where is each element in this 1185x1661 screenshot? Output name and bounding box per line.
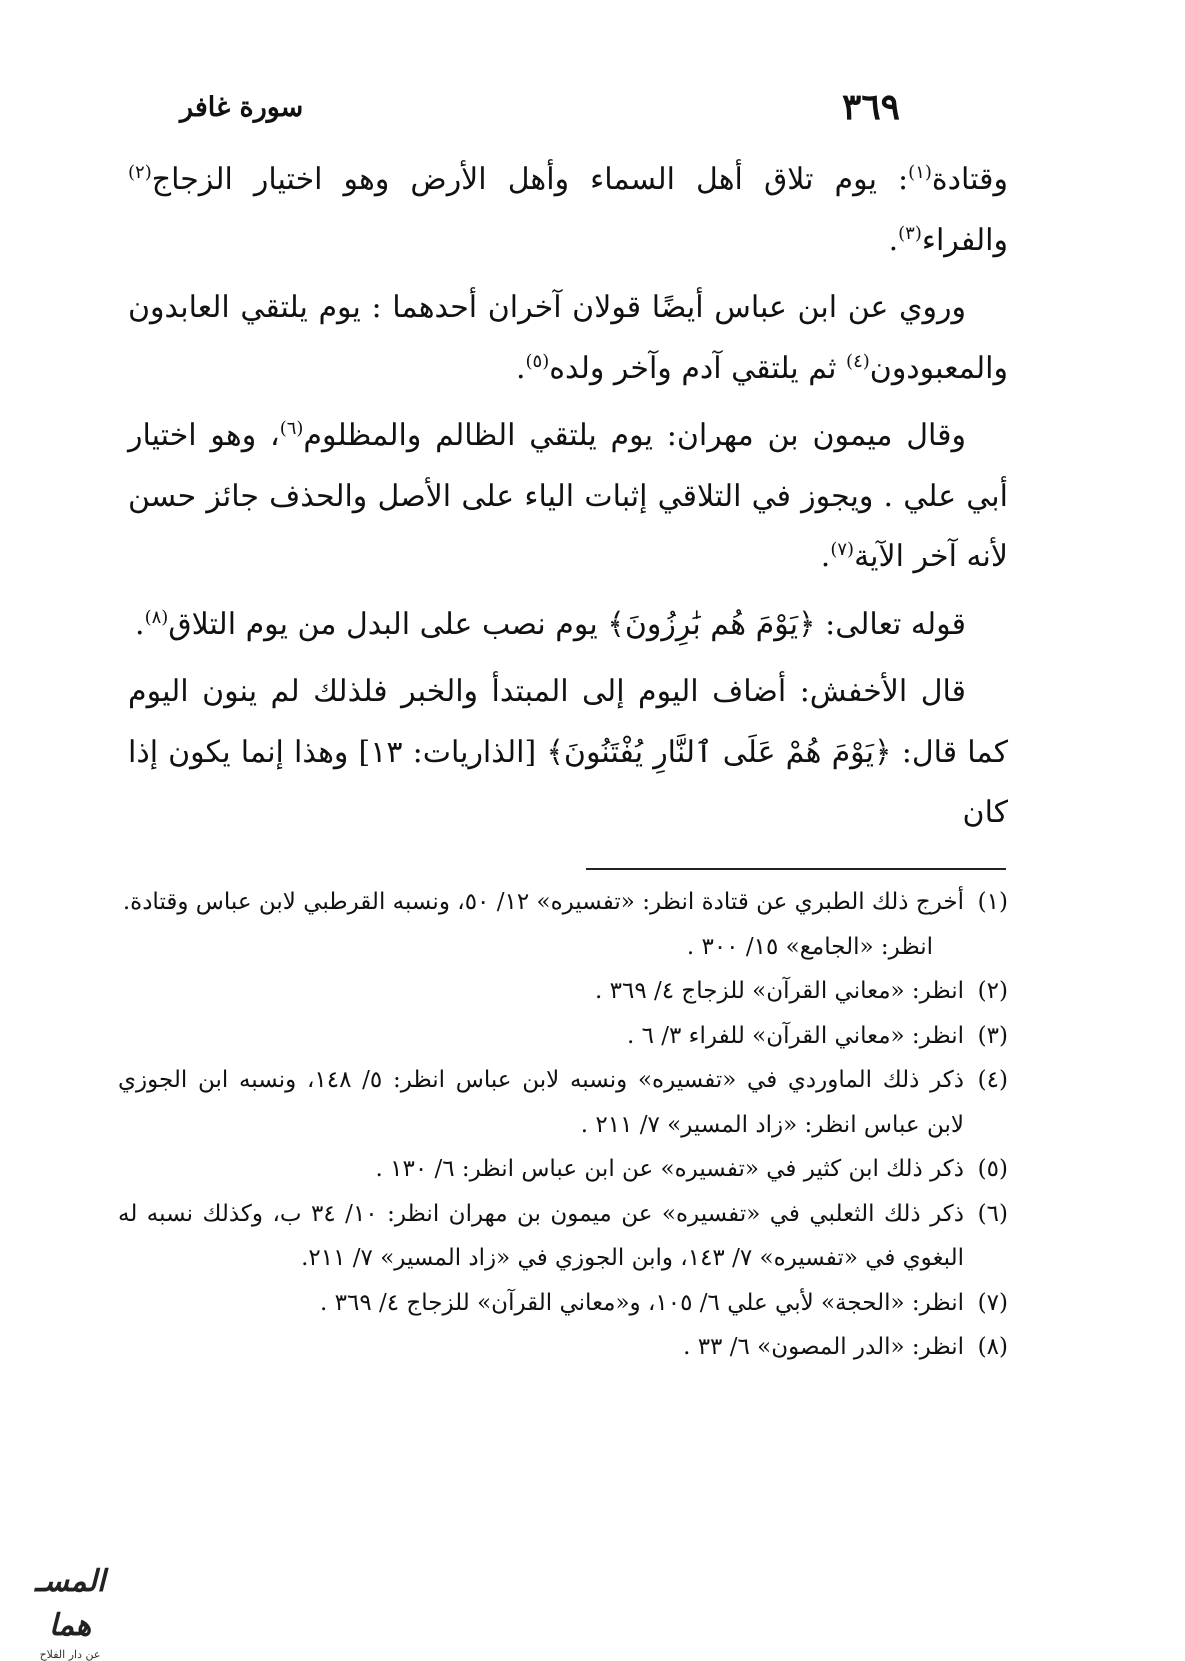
paragraph-2: وروي عن ابن عباس أيضًا قولان آخران أحدهما : يوم يلتقي العابدون والمعبودون$^{(٤)}$ ثم يلتقي آدم وآخر ولده$^{(٥)}$. bbox=[128, 290, 1008, 386]
footnote-ref-7: (٧) bbox=[830, 539, 855, 560]
paragraph-1: وقتادة$^{(١)}$: يوم تلاق أهل السماء وأهل الأرض وهو اختيار الزجاج$^{(٢)}$ والفراء$^{(٣)}$. bbox=[128, 162, 1008, 258]
paragraph-4: قوله تعالى: ﴿يَوْمَ هُم بَٰرِزُونَ﴾ يوم نصب على البدل من يوم التلاق$^{(٨)}$. bbox=[135, 606, 966, 642]
footnote-4: (٤) ذكر ذلك الماوردي في «تفسيره» ونسبه لابن عباس انظر: ٥/ ١٤٨، ونسبه ابن الجوزي لابن عباس انظر: «زاد المسير» ٧/ ٢١١ . bbox=[118, 1067, 1008, 1138]
footnote-5: (٥) ذكر ذلك ابن كثير في «تفسيره» عن ابن عباس انظر: ٦/ ١٣٠ . bbox=[375, 1156, 1008, 1182]
footnote-1-extra: انظر: «الجامع» ١٥/ ٣٠٠ . bbox=[686, 933, 933, 960]
publisher-logo bbox=[10, 1560, 130, 1661]
footnote-ref-5: (٥) bbox=[525, 350, 550, 372]
logo-subtext: عن دار الفلاح bbox=[39, 1648, 101, 1661]
footnote-divider bbox=[586, 868, 1006, 870]
main-text bbox=[128, 150, 1008, 851]
quran-verse: ﴿يَوْمَ هُم بَٰرِزُونَ﴾ bbox=[607, 606, 816, 642]
footnote-ref-6: (٦) bbox=[279, 418, 304, 439]
footnote-1: (١) أخرج ذلك الطبري عن قتادة انظر: «تفسيره» ١٢/ ٥٠، ونسبه القرطبي لابن عباس وقتادة. bbox=[122, 889, 1008, 915]
footnote-7: (٧) انظر: «الحجة» لأبي علي ٦/ ١٠٥، و«معاني القرآن» للزجاج ٤/ ٣٦٩ . bbox=[319, 1289, 1008, 1316]
paragraph-3: وقال ميمون بن مهران: يوم يلتقي الظالم والمظلوم$^{(٦)}$، وهو اختيار أبي علي . ويجوز في التلاقي إثبات الياء على الأصل والحذف جائز حسن لأنه آخر الآية$^{(٧)}$. bbox=[128, 418, 1008, 574]
page-header bbox=[180, 82, 900, 132]
footnote-ref-4: (٤) bbox=[846, 350, 870, 372]
footnote-6: (٦) ذكر ذلك الثعلبي في «تفسيره» عن ميمون بن مهران انظر: ١٠/ ٣٤ ب، وكذلك نسبه له البغوي في «تفسيره» ٧/ ١٤٣، وابن الجوزي في «زاد المسير» ٧/ ٢١١. bbox=[118, 1200, 1008, 1271]
paragraph-5: قال الأخفش: أضاف اليوم إلى المبتدأ والخبر فلذلك لم ينون اليوم كما قال: ﴿يَوْمَ هُمْ عَلَى ٱلنَّارِ يُفْتَنُونَ﴾ [الذاريات: ١٣] وهذا إنما يكون إذا كان bbox=[128, 674, 1008, 830]
logo-text: المسـ هما bbox=[34, 1564, 106, 1643]
footnote-ref-3: (٣) bbox=[898, 222, 922, 244]
page-number: ٣٦٩ bbox=[841, 86, 900, 128]
quran-verse: ﴿يَوْمَ هُمْ عَلَى ٱلنَّارِ يُفْتَنُونَ﴾ bbox=[546, 734, 892, 770]
footnote-8: (٨) انظر: «الدر المصون» ٦/ ٣٣ . bbox=[683, 1334, 1008, 1360]
surah-title: سورة غافر bbox=[180, 91, 304, 123]
footnote-3: (٣) انظر: «معاني القرآن» للفراء ٣/ ٦ . bbox=[626, 1022, 1008, 1049]
footnotes bbox=[118, 880, 1008, 1370]
footnote-ref-8: (٨) bbox=[144, 606, 169, 628]
footnote-ref-2: (٢) bbox=[128, 162, 152, 183]
footnote-2: (٢) انظر: «معاني القرآن» للزجاج ٤/ ٣٦٩ . bbox=[595, 978, 1008, 1004]
footnote-ref-1: (١) bbox=[908, 162, 932, 183]
